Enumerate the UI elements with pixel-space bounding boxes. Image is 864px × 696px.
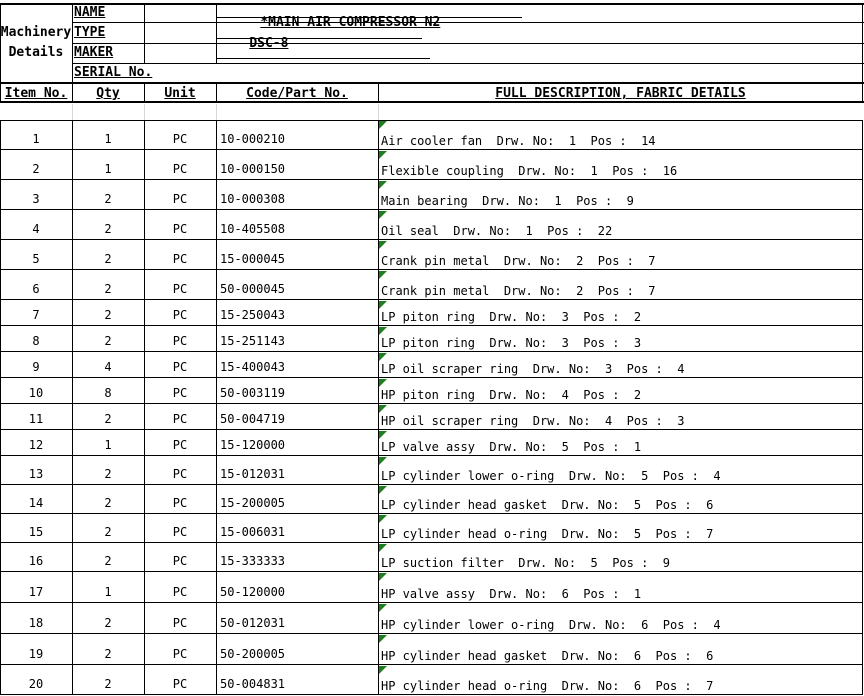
error-indicator-icon — [379, 301, 387, 309]
cell-description[interactable]: Main bearing Drw. No: 1 Pos : 9 — [381, 194, 634, 208]
cell-qty[interactable]: 2 — [104, 412, 112, 426]
cell-description[interactable]: LP cylinder head o-ring Drw. No: 5 Pos : 7 — [381, 527, 714, 541]
field-value-maker[interactable] — [216, 44, 430, 59]
cell-item[interactable]: 4 — [32, 222, 40, 236]
cell-item[interactable]: 17 — [28, 585, 44, 599]
machinery-label-line1: Machinery — [0, 25, 72, 40]
error-indicator-icon — [379, 271, 387, 279]
field-label-maker[interactable]: MAKER — [74, 45, 114, 60]
error-indicator-icon — [379, 181, 387, 189]
cell-item[interactable]: 2 — [32, 162, 40, 176]
table-row — [0, 430, 863, 456]
cell-code[interactable]: 15-400043 — [220, 360, 286, 374]
field-value-name[interactable] — [216, 3, 522, 30]
cell-item[interactable]: 14 — [28, 496, 44, 510]
cell-item[interactable]: 18 — [28, 616, 44, 630]
cell-description[interactable]: LP oil scraper ring Drw. No: 3 Pos : 4 — [381, 362, 685, 376]
table-row — [0, 240, 863, 270]
field-value-serial[interactable] — [216, 65, 430, 78]
cell-code[interactable]: 15-333333 — [220, 554, 286, 568]
cell-description[interactable]: HP valve assy Drw. No: 6 Pos : 1 — [381, 587, 642, 601]
cell-description[interactable]: LP suction filter Drw. No: 5 Pos : 9 — [381, 556, 670, 570]
cell-item[interactable]: 8 — [32, 334, 40, 348]
cell-description[interactable]: LP cylinder lower o-ring Drw. No: 5 Pos : 4 — [381, 469, 721, 483]
cell-qty[interactable]: 2 — [104, 677, 112, 691]
cell-item[interactable]: 5 — [32, 252, 40, 266]
error-indicator-icon — [379, 544, 387, 552]
cell-description[interactable]: LP cylinder head gasket Drw. No: 5 Pos : 6 — [381, 498, 714, 512]
cell-qty[interactable]: 2 — [104, 308, 112, 322]
cell-qty[interactable]: 2 — [104, 252, 112, 266]
column-header-qty[interactable]: Qty — [96, 86, 120, 101]
grid-line — [72, 22, 864, 23]
cell-unit[interactable]: PC — [172, 554, 188, 568]
cell-qty[interactable]: 8 — [104, 386, 112, 400]
table-row — [0, 120, 863, 150]
cell-description[interactable]: LP piton ring Drw. No: 3 Pos : 2 — [381, 310, 642, 324]
cell-unit[interactable]: PC — [172, 438, 188, 452]
cell-description[interactable]: Air cooler fan Drw. No: 1 Pos : 14 — [381, 134, 656, 148]
error-indicator-icon — [379, 635, 387, 643]
table-row — [0, 634, 863, 665]
table-row — [0, 603, 863, 634]
border-thick — [0, 101, 864, 103]
error-indicator-icon — [379, 327, 387, 335]
cell-description[interactable]: Oil seal Drw. No: 1 Pos : 22 — [381, 224, 613, 238]
cell-qty[interactable]: 2 — [104, 496, 112, 510]
table-row — [0, 326, 863, 352]
cell-qty[interactable]: 2 — [104, 554, 112, 568]
error-indicator-icon — [379, 211, 387, 219]
cell-code[interactable]: 15-000045 — [220, 252, 286, 266]
cell-description[interactable]: Flexible coupling Drw. No: 1 Pos : 16 — [381, 164, 678, 178]
sheet-gridline — [216, 104, 217, 120]
cell-qty[interactable]: 2 — [104, 282, 112, 296]
column-header-desc[interactable]: FULL DESCRIPTION, FABRIC DETAILS — [495, 86, 746, 101]
cell-item[interactable]: 15 — [28, 525, 44, 539]
cell-item[interactable]: 16 — [28, 554, 44, 568]
cell-unit[interactable]: PC — [172, 252, 188, 266]
error-indicator-icon — [379, 431, 387, 439]
type-value-text: DSC-8 — [249, 36, 289, 51]
table-row — [0, 572, 863, 603]
cell-item[interactable]: 13 — [28, 467, 44, 481]
table-row — [0, 270, 863, 300]
grid-line — [72, 63, 864, 64]
cell-unit[interactable]: PC — [172, 132, 188, 146]
error-indicator-icon — [379, 604, 387, 612]
grid-line — [72, 43, 864, 44]
cell-code[interactable]: 10-405508 — [220, 222, 286, 236]
cell-unit[interactable]: PC — [172, 496, 188, 510]
cell-unit[interactable]: PC — [172, 677, 188, 691]
table-row — [0, 514, 863, 543]
cell-qty[interactable]: 1 — [104, 585, 112, 599]
cell-description[interactable]: LP valve assy Drw. No: 5 Pos : 1 — [381, 440, 642, 454]
cell-code[interactable]: 10-000150 — [220, 162, 286, 176]
cell-code[interactable]: 15-006031 — [220, 525, 286, 539]
cell-unit[interactable]: PC — [172, 192, 188, 206]
error-indicator-icon — [379, 405, 387, 413]
cell-item[interactable]: 9 — [32, 360, 40, 374]
table-row — [0, 150, 863, 180]
cell-qty[interactable]: 1 — [104, 438, 112, 452]
column-header-item[interactable]: Item No. — [4, 86, 68, 101]
cell-unit[interactable]: PC — [172, 334, 188, 348]
cell-qty[interactable]: 4 — [104, 360, 112, 374]
cell-qty[interactable]: 2 — [104, 467, 112, 481]
table-row — [0, 300, 863, 326]
cell-qty[interactable]: 2 — [104, 334, 112, 348]
cell-code[interactable]: 15-012031 — [220, 467, 286, 481]
cell-item[interactable]: 11 — [28, 412, 44, 426]
column-header-unit[interactable]: Unit — [164, 86, 196, 101]
field-label-serial[interactable]: SERIAL No. — [74, 65, 153, 80]
cell-code[interactable]: 15-120000 — [220, 438, 286, 452]
cell-code[interactable]: 50-004719 — [220, 412, 286, 426]
cell-unit[interactable]: PC — [172, 222, 188, 236]
cell-qty[interactable]: 2 — [104, 222, 112, 236]
cell-item[interactable]: 3 — [32, 192, 40, 206]
cell-description[interactable]: LP piton ring Drw. No: 3 Pos : 3 — [381, 336, 642, 350]
cell-code[interactable]: 15-250043 — [220, 308, 286, 322]
table-row — [0, 665, 863, 695]
cell-item[interactable]: 10 — [28, 386, 44, 400]
cell-qty[interactable]: 2 — [104, 647, 112, 661]
cell-code[interactable]: 10-000308 — [220, 192, 286, 206]
error-indicator-icon — [379, 515, 387, 523]
error-indicator-icon — [379, 379, 387, 387]
error-indicator-icon — [379, 151, 387, 159]
field-label-name[interactable]: NAME — [74, 5, 106, 20]
cell-unit[interactable]: PC — [172, 412, 188, 426]
cell-item[interactable]: 6 — [32, 282, 40, 296]
cell-code[interactable]: 50-000045 — [220, 282, 286, 296]
sheet-gridline — [72, 104, 73, 120]
table-row — [0, 456, 863, 485]
cell-qty[interactable]: 1 — [104, 162, 112, 176]
name-value-text: *MAIN AIR COMPRESSOR N2 — [260, 15, 441, 30]
cell-unit[interactable]: PC — [172, 585, 188, 599]
cell-item[interactable]: 12 — [28, 438, 44, 452]
cell-item[interactable]: 1 — [32, 132, 40, 146]
cell-item[interactable]: 7 — [32, 308, 40, 322]
error-indicator-icon — [379, 121, 387, 129]
cell-unit[interactable]: PC — [172, 360, 188, 374]
table-row — [0, 180, 863, 210]
cell-description[interactable]: HP piton ring Drw. No: 4 Pos : 2 — [381, 388, 642, 402]
error-indicator-icon — [379, 241, 387, 249]
cell-description[interactable]: Crank pin metal Drw. No: 2 Pos : 7 — [381, 254, 656, 268]
cell-item[interactable]: 20 — [28, 677, 44, 691]
table-row — [0, 543, 863, 572]
cell-unit[interactable]: PC — [172, 162, 188, 176]
cell-description[interactable]: HP cylinder lower o-ring Drw. No: 6 Pos : 4 — [381, 618, 721, 632]
cell-code[interactable]: 50-003119 — [220, 386, 286, 400]
cell-code[interactable]: 50-004831 — [220, 677, 286, 691]
error-indicator-icon — [379, 666, 387, 674]
table-row — [0, 378, 863, 404]
cell-unit[interactable]: PC — [172, 282, 188, 296]
cell-qty[interactable]: 2 — [104, 616, 112, 630]
cell-code[interactable]: 10-000210 — [220, 132, 286, 146]
cell-qty[interactable]: 1 — [104, 132, 112, 146]
cell-unit[interactable]: PC — [172, 647, 188, 661]
error-indicator-icon — [379, 486, 387, 494]
cell-unit[interactable]: PC — [172, 616, 188, 630]
error-indicator-icon — [379, 353, 387, 361]
cell-description[interactable]: HP oil scraper ring Drw. No: 4 Pos : 3 — [381, 414, 685, 428]
cell-code[interactable]: 50-120000 — [220, 585, 286, 599]
cell-unit[interactable]: PC — [172, 308, 188, 322]
error-indicator-icon — [379, 573, 387, 581]
table-row — [0, 210, 863, 240]
field-label-type[interactable]: TYPE — [74, 25, 106, 40]
cell-description[interactable]: HP cylinder head o-ring Drw. No: 6 Pos : 7 — [381, 679, 714, 693]
sheet-gridline — [144, 104, 145, 120]
cell-unit[interactable]: PC — [172, 386, 188, 400]
cell-qty[interactable]: 2 — [104, 525, 112, 539]
field-value-type[interactable] — [216, 24, 422, 51]
machinery-details-cell[interactable] — [0, 4, 72, 82]
table-row — [0, 485, 863, 514]
cell-code[interactable]: 50-200005 — [220, 647, 286, 661]
cell-qty[interactable]: 2 — [104, 192, 112, 206]
table-row — [0, 352, 863, 378]
sheet-gridline — [378, 104, 379, 120]
cell-code[interactable]: 50-012031 — [220, 616, 286, 630]
cell-unit[interactable]: PC — [172, 467, 188, 481]
column-header-code[interactable]: Code/Part No. — [246, 86, 348, 101]
cell-code[interactable]: 15-251143 — [220, 334, 286, 348]
error-indicator-icon — [379, 457, 387, 465]
cell-unit[interactable]: PC — [172, 525, 188, 539]
cell-description[interactable]: Crank pin metal Drw. No: 2 Pos : 7 — [381, 284, 656, 298]
cell-item[interactable]: 19 — [28, 647, 44, 661]
machinery-label-line2: Details — [8, 45, 64, 60]
cell-code[interactable]: 15-200005 — [220, 496, 286, 510]
cell-description[interactable]: HP cylinder head gasket Drw. No: 6 Pos : 6 — [381, 649, 714, 663]
table-row — [0, 404, 863, 430]
